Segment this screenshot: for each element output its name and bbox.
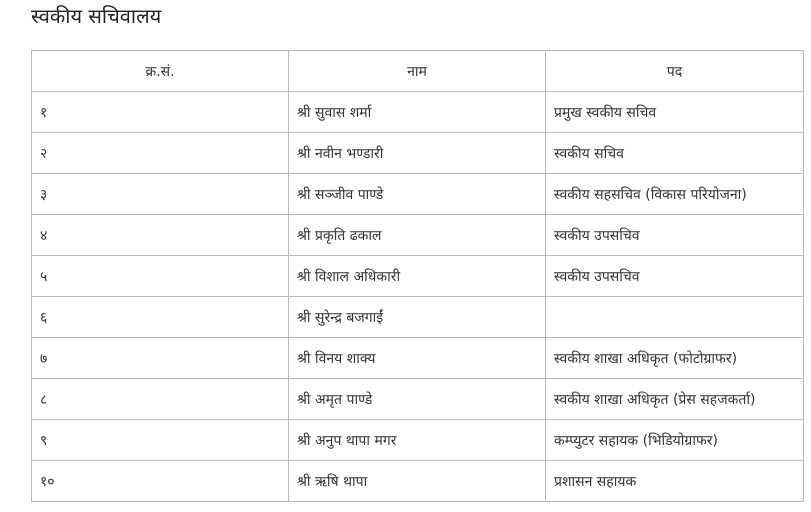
table-row	[32, 420, 804, 461]
cell-name: श्री विनय शाक्य	[289, 338, 546, 379]
cell-serial-number: १	[32, 92, 289, 133]
cell-post: स्वकीय उपसचिव	[546, 256, 804, 297]
cell-post	[546, 297, 804, 338]
cell-name: श्री अमृत पाण्डे	[289, 379, 546, 420]
table-row	[32, 338, 804, 379]
header-serial-number: क्र.सं.	[32, 51, 289, 92]
table-row	[32, 461, 804, 502]
cell-serial-number: ३	[32, 174, 289, 215]
cell-serial-number: ८	[32, 379, 289, 420]
cell-name: श्री ऋषि थापा	[289, 461, 546, 502]
staff-table	[31, 50, 804, 502]
cell-serial-number: ७	[32, 338, 289, 379]
table-header-row	[32, 51, 804, 92]
cell-post: स्वकीय उपसचिव	[546, 215, 804, 256]
cell-name: श्री सुरेन्द्र बजगाईं	[289, 297, 546, 338]
table-row	[32, 297, 804, 338]
header-name: नाम	[289, 51, 546, 92]
cell-post: स्वकीय शाखा अधिकृत (प्रेस सहजकर्ता)	[546, 379, 804, 420]
cell-post: प्रशासन सहायक	[546, 461, 804, 502]
table-row	[32, 133, 804, 174]
page-title: स्वकीय सचिवालय	[31, 4, 162, 28]
cell-post: स्वकीय सचिव	[546, 133, 804, 174]
cell-post: कम्प्युटर सहायक (भिडियोग्राफर)	[546, 420, 804, 461]
cell-name: श्री सुवास शर्मा	[289, 92, 546, 133]
cell-serial-number: १०	[32, 461, 289, 502]
cell-serial-number: ६	[32, 297, 289, 338]
table-row	[32, 379, 804, 420]
header-post: पद	[546, 51, 804, 92]
cell-serial-number: ९	[32, 420, 289, 461]
cell-name: श्री प्रकृति ढकाल	[289, 215, 546, 256]
cell-name: श्री सञ्जीव पाण्डे	[289, 174, 546, 215]
table-row	[32, 92, 804, 133]
cell-serial-number: ५	[32, 256, 289, 297]
table-row	[32, 215, 804, 256]
cell-serial-number: २	[32, 133, 289, 174]
cell-name: श्री विशाल अधिकारी	[289, 256, 546, 297]
cell-post: प्रमुख स्वकीय सचिव	[546, 92, 804, 133]
cell-post: स्वकीय सहसचिव (विकास परियोजना)	[546, 174, 804, 215]
table-row	[32, 256, 804, 297]
cell-post: स्वकीय शाखा अधिकृत (फोटोग्राफर)	[546, 338, 804, 379]
cell-serial-number: ४	[32, 215, 289, 256]
cell-name: श्री अनुप थापा मगर	[289, 420, 546, 461]
cell-name: श्री नवीन भण्डारी	[289, 133, 546, 174]
table-row	[32, 174, 804, 215]
